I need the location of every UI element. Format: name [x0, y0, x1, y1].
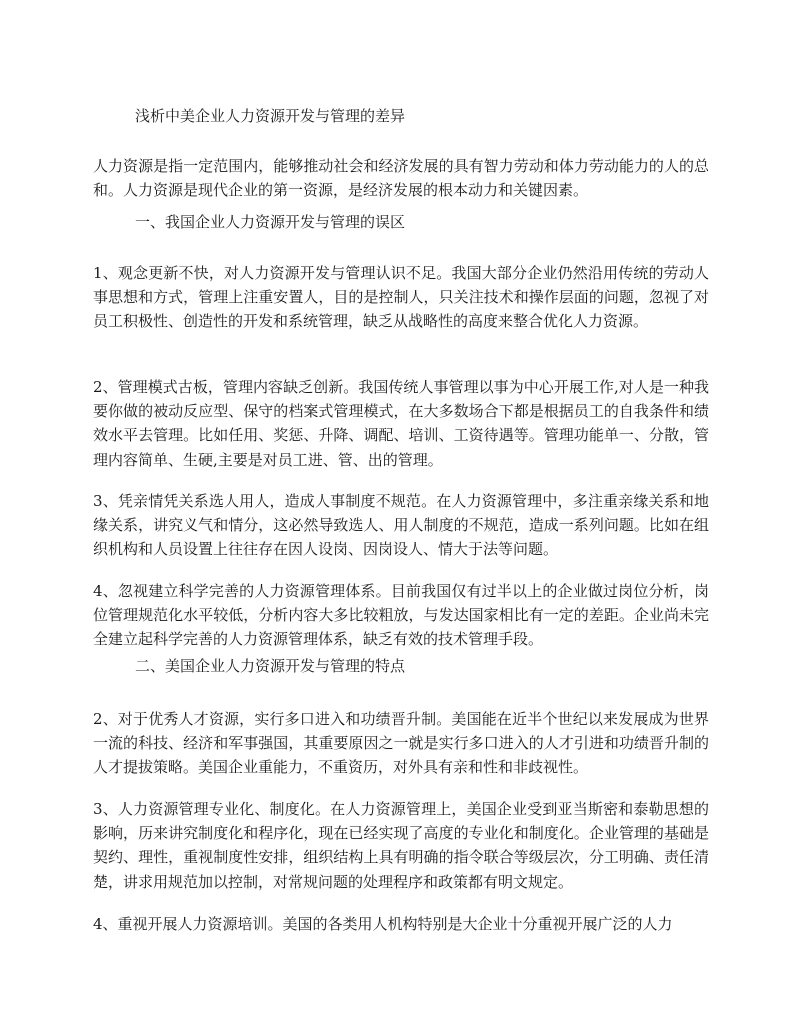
document-title: 浅析中美企业人力资源开发与管理的差异 [135, 107, 406, 125]
intro-paragraph: 人力资源是指一定范围内，能够推动社会和经济发展的具有智力劳动和体力劳动能力的人的总和。人力资源是现代企业的第一资源，是经济发展的根本动力和关键因素。 [93, 157, 709, 200]
section-1-item-2: 2、管理模式古板，管理内容缺乏创新。我国传统人事管理以事为中心开展工作,对人是一种我要你做的被动反应型、保守的档案式管理模式，在大多数场合下都是根据员工的自我条件和绩效水平去管理。比如任用、奖惩、升降、调配、培训、工资待遇等。管理功能单一、分散，管理内容简单、生硬,主要是对员工进、管、出的管理。 [93, 378, 709, 469]
section-2-item-2: 3、人力资源管理专业化、制度化。在人力资源管理上，美国企业受到亚当斯密和泰勒思想的影响，历来讲究制度化和程序化，现在已经实现了高度的专业化和制度化。企业管理的基础是契约、理性，重视制度性安排，组织结构上具有明确的指令联合等级层次，分工明确、责任清楚，讲求用规范加以控制，对常规问题的处理程序和政策都有明文规定。 [93, 800, 709, 891]
section-2-item-3: 4、重视开展人力资源培训。美国的各类用人机构特别是大企业十分重视开展广泛的人力 [93, 915, 673, 933]
section-2-heading: 二、美国企业人力资源开发与管理的特点 [135, 657, 406, 675]
section-1-item-3: 3、凭亲情凭关系选人用人，造成人事制度不规范。在人力资源管理中，多注重亲缘关系和地缘关系，讲究义气和情分，这必然导致选人、用人制度的不规范，造成一系列问题。比如在组织机构和人员设置上往往存在因人设岗、因岗设人、情大于法等问题。 [93, 492, 709, 559]
section-2-item-1: 2、对于优秀人才资源，实行多口进入和功绩晋升制。美国能在近半个世纪以来发展成为世界一流的科技、经济和军事强国，其重要原因之一就是实行多口进入的人才引进和功绩晋升制的人才提拔策略。美国企业重能力，不重资历，对外具有亲和性和非歧视性。 [93, 710, 709, 777]
section-1-heading: 一、我国企业人力资源开发与管理的误区 [135, 213, 406, 231]
section-1-item-4: 4、忽视建立科学完善的人力资源管理体系。目前我国仅有过半以上的企业做过岗位分析，岗位管理规范化水平较低，分析内容大多比较粗放，与发达国家相比有一定的差距。企业尚未完全建立起科学完善的人力资源管理体系，缺乏有效的技术管理手段。 [93, 582, 709, 649]
section-1-item-1: 1、观念更新不快，对人力资源开发与管理认识不足。我国大部分企业仍然沿用传统的劳动人事思想和方式，管理上注重安置人，目的是控制人，只关注技术和操作层面的问题，忽视了对员工积极性、创造性的开发和系统管理，缺乏从战略性的高度来整合优化人力资源。 [93, 264, 709, 331]
